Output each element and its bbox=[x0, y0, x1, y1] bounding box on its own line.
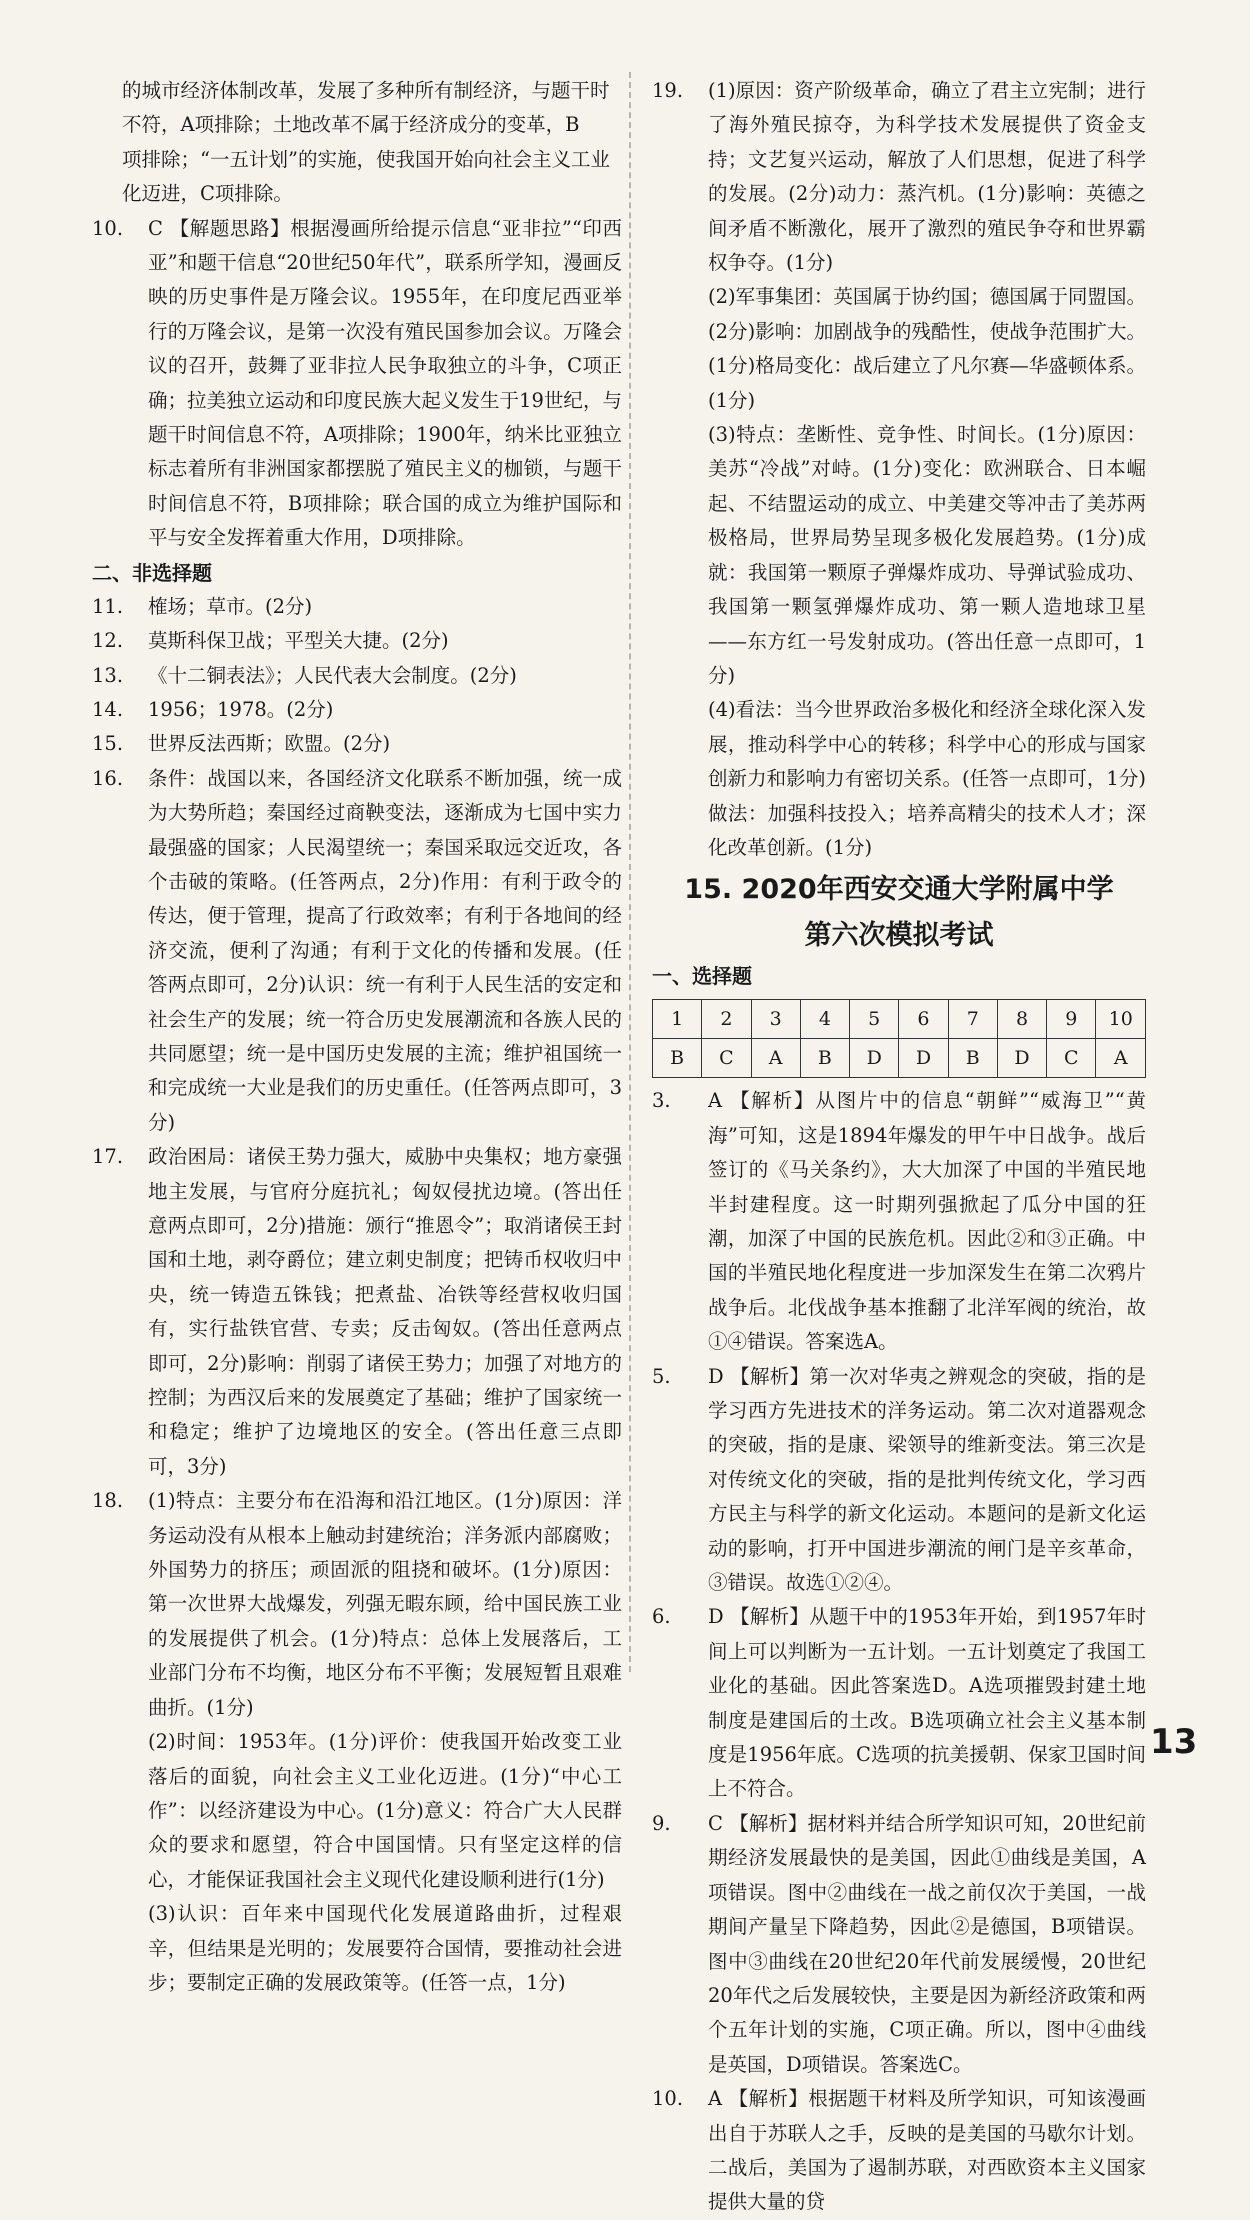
question-number-cell: 7 bbox=[948, 1000, 997, 1039]
item-text: A 【解析】从图片中的信息“朝鲜”“威海卫”“黄海”可知，这是1894年爆发的甲午中日战争。战后签订的《马关条约》，大大加深了中国的半殖民地半封建程度。这一时期列强掀起了瓜分中国的狂潮，加深了中国的民族危机。因此②和③正确。中国的半殖民地化程度进一步加深发生在第二次鸦片战争后。北伐战争基本推翻了北洋军阀的统治，故①④错误。答案选A。 bbox=[708, 1089, 1146, 1354]
item-number: 9. bbox=[652, 1811, 671, 1835]
answer-item-19 bbox=[652, 74, 1146, 280]
answer-cell: C bbox=[1047, 1039, 1096, 1078]
item-number: 10. bbox=[652, 2087, 684, 2111]
item-text-part1: (1)特点：主要分布在沿海和沿江地区。(1分)原因：洋务运动没有从根本上触动封建统治；洋务派内部腐败；外国势力的挤压；顽固派的阻挠和破坏。(1分)原因：第一次世界大战爆发，列强无暇东顾，给中国民族工业的发展提供了机会。(1分)特点：总体上发展落后，工业部门分布不均衡，地区分布不平衡；发展短暂且艰难曲折。(1分) bbox=[148, 1489, 622, 1719]
item-number: 5. bbox=[652, 1364, 671, 1388]
left-column bbox=[92, 74, 622, 2000]
item-number: 16. bbox=[92, 766, 124, 790]
question-number-cell: 5 bbox=[850, 1000, 899, 1039]
answer-item-5 bbox=[652, 1360, 1146, 1601]
item-text: 1956；1978。(2分) bbox=[148, 697, 334, 721]
answer-item-9 bbox=[652, 1807, 1146, 2082]
section-title: 一、选择题 bbox=[652, 964, 752, 989]
answer-cell: A bbox=[751, 1039, 800, 1078]
right-column bbox=[652, 74, 1146, 2220]
exam-title-line1: 15. 2020年西安交通大学附属中学 bbox=[684, 874, 1114, 906]
page-number: 13 bbox=[1150, 1722, 1198, 1762]
item-text: C 【解析】据材料并结合所学知识可知，20世纪前期经济发展最快的是美国，因此①曲线是美国，A项错误。图中②曲线在一战之前仅次于美国，一战期间产量呈下降趋势，因此②是德国，B项错误。图中③曲线在20世纪20年代前发展缓慢，20世纪20年代之后发展较快，主要是因为新经济政策和两个五年计划的实施，C项正确。所以，图中④曲线是英国，D项错误。答案选C。 bbox=[708, 1811, 1146, 2076]
item-number: 10. bbox=[92, 216, 124, 240]
answer-item-12 bbox=[92, 624, 622, 658]
continued-answer bbox=[92, 74, 622, 212]
item-text-part2: (2)军事集团：英国属于协约国；德国属于同盟国。(2分)影响：加剧战争的残酷性，使战争范围扩大。(1分)格局变化：战后建立了凡尔赛—华盛顿体系。(1分) bbox=[708, 285, 1146, 412]
question-number-cell: 4 bbox=[800, 1000, 849, 1039]
item-text: D 【解析】第一次对华夷之辨观念的突破，指的是学习西方先进技术的洋务运动。第二次对道器观念的突破，指的是康、梁领导的维新变法。第三次是对传统文化的突破，指的是批判传统文化，学习西方民主与科学的新文化运动。本题问的是新文化运动的影响，打开中国进步潮流的闸门是辛亥革命，③错误。故选①②④。 bbox=[708, 1364, 1146, 1595]
answer-item-18 bbox=[92, 1484, 622, 1725]
item-text: C 【解题思路】根据漫画所给提示信息“亚非拉”“印西亚”和题干信息“20世纪50年代”，联系所学知，漫画反映的历史事件是万隆会议。1955年，在印度尼西亚举行的万隆会议，是第一次没有殖民国参加会议。万隆会议的召开，鼓舞了亚非拉人民争取独立的斗争，C项正确；拉美独立运动和印度民族大起义发生于19世纪，与题干时间信息不符，A项排除；1900年，纳米比亚独立标志着所有非洲国家都摆脱了殖民主义的枷锁，与题干时间信息不符，B项排除；联合国的成立为维护国际和平与安全发挥着重大作用，D项排除。 bbox=[148, 216, 622, 550]
answer-cell: D bbox=[899, 1039, 948, 1078]
item-text: 政治困局：诸侯王势力强大，威胁中央集权；地方豪强地主发展，与官府分庭抗礼；匈奴侵扰边境。(答出任意两点即可，2分)措施：颁行“推恩令”；取消诸侯王封国和土地，剥夺爵位；建立刺史制度；把铸币权收归中央，统一铸造五铢钱；把煮盐、冶铁等经营权收归国有，实行盐铁官营、专卖；反击匈奴。(答出任意两点即可，2分)影响：削弱了诸侯王势力；加强了对地方的控制；为西汉后来的发展奠定了基础；维护了国家统一和稳定；维护了边境地区的安全。(答出任意三点即可，3分) bbox=[148, 1145, 622, 1478]
item-text-part3: (3)特点：垄断性、竞争性、时间长。(1分)原因：美苏“冷战”对峙。(1分)变化：欧洲联合、日本崛起、不结盟运动的成立、中美建交等冲击了美苏两极格局，世界局势呈现多极化发展趋势。(1分)成就：我国第一颗原子弹爆炸成功、导弹试验成功、我国第一颗氢弹爆炸成功、第一颗人造地球卫星——东方红一号发射成功。(答出任意一点即可，1分) bbox=[708, 423, 1146, 687]
continued-line: 的城市经济体制改革，发展了多种所有制经济，与题干时 bbox=[122, 79, 610, 102]
answer-item-14 bbox=[92, 693, 622, 727]
question-number-cell: 9 bbox=[1047, 1000, 1096, 1039]
answer-cell: C bbox=[702, 1039, 751, 1078]
item-text: 世界反法西斯；欧盟。(2分) bbox=[148, 732, 391, 756]
answer-item-10 bbox=[92, 212, 622, 556]
continued-line: 化迈进，C项排除。 bbox=[122, 182, 293, 206]
answer-cell: B bbox=[800, 1039, 849, 1078]
answer-item-17 bbox=[92, 1140, 622, 1484]
item-number: 19. bbox=[652, 79, 684, 102]
answer-table-answers-row bbox=[653, 1039, 1146, 1078]
item-text: 条件：战国以来，各国经济文化联系不断加强，统一成为大势所趋；秦国经过商鞅变法，逐渐成为七国中实力最强盛的国家；人民渴望统一；秦国采取远交近攻，各个击破的策略。(任答两点，2分)作用：有利于政令的传达，便于管理，提高了行政效率；有利于各地间的经济交流，便利了沟通；有利于文化的传播和发展。(任答两点即可，2分)认识：统一有利于人民生活的安定和社会生产的发展；统一符合历史发展潮流和各族人民的共同愿望；统一是中国历史发展的主流；维护祖国统一和完成统一大业是我们的历史重任。(任答两点即可，3分) bbox=[148, 766, 622, 1134]
question-number-cell: 6 bbox=[899, 1000, 948, 1039]
item-text-part1: (1)原因：资产阶级革命，确立了君主立宪制；进行了海外殖民掠夺，为科学技术发展提供了资金支持；文艺复兴运动，解放了人们思想，促进了科学的发展。(2分)动力：蒸汽机。(1分)影响：英德之间矛盾不断激化，展开了激烈的殖民争夺和世界霸权争夺。(1分) bbox=[708, 79, 1146, 275]
item-number: 11. bbox=[92, 594, 124, 618]
item-number: 13. bbox=[92, 663, 124, 687]
item-number: 17. bbox=[92, 1145, 124, 1169]
item-text: 莫斯科保卫战；平型关大捷。(2分) bbox=[148, 629, 449, 653]
answer-cell: B bbox=[653, 1039, 702, 1078]
continued-line: 不符，A项排除；土地改革不属于经济成分的变革，B bbox=[122, 113, 580, 137]
item-text-part2: (2)时间：1953年。(1分)评价：使我国开始改变工业落后的面貌，向社会主义工业化迈进。(1分)“中心工作”：以经济建设为中心。(1分)意义：符合广大人民群众的要求和愿望，符合中国国情。只有坚定这样的信心，才能保证我国社会主义现代化建设顺利进行(1分) bbox=[148, 1730, 622, 1891]
exam-title-line2: 第六次模拟考试 bbox=[804, 920, 994, 952]
answer-item-13 bbox=[92, 659, 622, 693]
item-text-part4: (4)看法：当今世界政治多极化和经济全球化深入发展，推动科学中心的转移；科学中心的形成与国家创新力和影响力有密切关系。(任答一点即可，1分)做法：加强科技投入；培养高精尖的技术人才；深化改革创新。(1分) bbox=[708, 698, 1146, 859]
answer-cell: D bbox=[850, 1039, 899, 1078]
item-text: 榷场；草市。(2分) bbox=[148, 594, 313, 618]
answer-item-10 bbox=[652, 2082, 1146, 2220]
question-number-cell: 2 bbox=[702, 1000, 751, 1039]
item-number: 6. bbox=[652, 1605, 671, 1629]
answer-table-numbers-row bbox=[653, 1000, 1146, 1039]
question-number-cell: 8 bbox=[997, 1000, 1046, 1039]
item-number: 18. bbox=[92, 1489, 124, 1513]
answer-item-15 bbox=[92, 727, 622, 761]
item-text: A 【解析】根据题干材料及所学知识，可知该漫画出自于苏联人之手，反映的是美国的马歇尔计划。二战后，美国为了遏制苏联，对西欧资本主义国家提供大量的贷 bbox=[708, 2087, 1146, 2214]
question-number-cell: 3 bbox=[751, 1000, 800, 1039]
item-number: 14. bbox=[92, 697, 124, 721]
item-number: 15. bbox=[92, 732, 124, 756]
answer-item-11 bbox=[92, 590, 622, 624]
item-text-part3: (3)认识：百年来中国现代化发展道路曲折，过程艰辛，但结果是光明的；发展要符合国情，要推动社会进步；要制定正确的发展政策等。(任答一点，1分) bbox=[148, 1902, 622, 1994]
answer-item-3 bbox=[652, 1084, 1146, 1359]
answer-cell: A bbox=[1096, 1039, 1146, 1078]
answer-cell: B bbox=[948, 1039, 997, 1078]
column-divider bbox=[629, 72, 631, 1672]
question-number-cell: 1 bbox=[653, 1000, 702, 1039]
item-text: D 【解析】从题干中的1953年开始，到1957年时间上可以判断为一五计划。一五计划奠定了我国工业化的基础。因此答案选D。A选项摧毁封建土地制度是建国后的土改。B选项确立社会主义基本制度是1956年底。C选项的抗美援朝、保家卫国时间上不符合。 bbox=[708, 1605, 1146, 1801]
question-number-cell: 10 bbox=[1096, 1000, 1146, 1039]
answer-cell: D bbox=[997, 1039, 1046, 1078]
continued-line: 项排除；“一五计划”的实施，使我国开始向社会主义工业 bbox=[122, 147, 610, 171]
item-number: 3. bbox=[652, 1089, 671, 1113]
item-text: 《十二铜表法》；人民代表大会制度。(2分) bbox=[148, 663, 517, 687]
answer-item-6 bbox=[652, 1600, 1146, 1806]
item-number: 12. bbox=[92, 629, 124, 653]
section-title: 二、非选择题 bbox=[92, 560, 212, 585]
answer-item-16 bbox=[92, 762, 622, 1140]
answer-table bbox=[652, 999, 1146, 1078]
